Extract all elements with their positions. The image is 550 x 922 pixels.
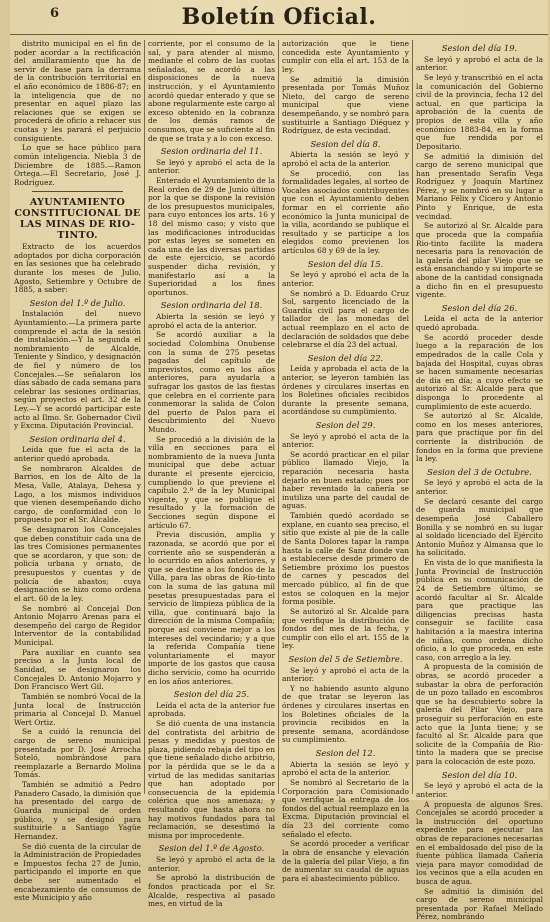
session-heading: Sesion del 5 de Setiembre. (288, 653, 403, 664)
session-heading: Sesion ordinaria del 11. (160, 146, 263, 157)
paragraph: Extracto de los acuerdos adoptados por dicha corporación en las sesiones que ha celebrado durante los meses de Julio, Agosto, Setiembre y Octubre de 1885, a saber: (14, 242, 141, 295)
session-heading: Sesion del día 22. (307, 352, 384, 363)
paragraph: Se leyó y aprobó el acta de la anterior. (416, 54, 543, 73)
text-columns (14, 39, 544, 922)
paragraph: distrito municipal en el fin de poder acordar a la rectificación del amillaramiento que ha de servir de base para la derrama de la contribución territorial en el año económico de 1886-87; en la inteligencia que de no presentar en aquel plazo las relaciones que se exigen se procederá de oficio a rehacer sus cuotas y les parará el perjuicio consiguiente. (14, 39, 141, 143)
session-heading: Sesion del día 25. (173, 689, 250, 700)
paragraph: Se a cuidó la renuncia del cargo de sereno municipal presentada por D. José Arrocha Soteló, nombrándose para reemplazarle a Bernardo Molina Tomás. (14, 727, 141, 780)
paragraph: A propuesta de algunos Sres. Concejales se acordó proceder a la instrucción del oportuno expediente para ejecutar las obras de reparaciones necesarias en el embaldosado del piso de la fuente pública llamada Cañería vieja para mayor comodidad de los vecinos que a ella acuden en busca de agua. (416, 799, 543, 886)
paragraph: Se nombró al Secretario de la Corporación para Comisionado que verifique la entrega de los fondos del actual reemplazo en la Excma. Diputación provincial el día 23 del corriente como señalado el efecto. (282, 778, 409, 839)
paragraph: Se procedió a la división de la villa en secciones para el nombramiento de la nueva Junta municipal que debe actuar durante el presente ejercicio, cumpliendo lo que previene el capítulo 2.º de la ley Municipal vigente, y que se publique el resultado y la formación de Secciones según dispone el artículo 67. (148, 434, 275, 530)
session-heading: Sesion del día 26. (441, 302, 518, 313)
column-4 (416, 40, 543, 922)
paragraph: Se admitió la dimisión presentada por Tomás Muñoz Nieto, del cargo de sereno municipal que viene desempeñando, y se nombró para sustituirle a Santiago Diéguez y Rodríguez, de esta vecindad. (282, 74, 409, 136)
paragraph: Se nombraron Alcaldes de Barrios, en los de Alto de la Mesa, Valle, Atalaya, Dehesa y Lago, a los mismos individuos que vienen desempeñando dicho cargo, de conformidad con lo propuesto por el Sr. Alcalde. (14, 463, 141, 525)
newspaper-page (10, 0, 548, 922)
paragraph: Se leyó y transcribió en el acta la comunicación del Gobierno civil de la provincia, fecha 12 del actual, en que participa la aprobación de la cuenta de propios de esta villa y año económico 1883-84, en la forma que fue rendida por el Depositario. (416, 72, 543, 151)
paragraph: Para auxiliar en cuanto sea preciso a la Junta local de Sanidad, se designaron los Concejales D. Antonio Mojarro y Don Francisco Wert Gil. (14, 647, 141, 692)
paragraph: En vista de lo que manifiesta la Junta Provincial de Instrucción pública en su comunicación de 24 de Setiembre último, se acordó facultar al Sr. Alcalde para que practique las diligencias precisas hasta conseguir se facilite casa habitación a la maestra interina de niñas, como ordena dicho oficio, a lo que proceda, en este caso, con arreglo a la ley. (416, 558, 543, 662)
paragraph: Se leyó y aprobó el acta de la anterior. (148, 157, 275, 176)
paragraph: Se acordó proceder a verificar la obra de ensanche y elevación de la galería del pilar Viejo, a fin de aumentar su caudal de aguas para el abastecimiento público. (282, 839, 409, 883)
session-heading: Sesion del día 15. (307, 258, 384, 269)
paragraph: Se leyó y aprobó el acta de la anterior. (282, 665, 409, 684)
paragraph: Leída el acta de la anterior fue aprobada. (148, 700, 275, 719)
paragraph: Se leyó y aprobó el acta de la anterior. (148, 854, 275, 873)
paragraph: Previa discusión, amplia y razonada, se acordó que por el corriente año se suspenderán a lo ocurrido en años anteriores, y que se destine a los fondos de la Villa, para las obras de Río-tinto con la suma de las gatuna mil pesetas presupuestadas para el servicio de limpieza pública de la villa, que continuará bajo la dirección de la misma Compañía; porque así conviene mejor a los intereses del vecindario; y a que la referida Compañía tiene voluntariamente el mayor importe de los gastos que causa dicho servicio, como ha ocurrido en los años anteriores. (148, 530, 275, 686)
paragraph: Se leyó y aprobó el acta de la anterior. (282, 270, 409, 288)
paragraph: Se admitió la dimisión del cargo de sereno municipal que han presentado Serafín Vega Rodríguez y Joaquín Martínez Pérez, y se nombró en su lugar a Mariano Félix y Cicero y Antonio Pinto y Enrique, de esta vecindad. (416, 151, 543, 221)
session-heading: Sesion del día 8. (310, 138, 381, 149)
column-2 (148, 39, 275, 909)
session-heading: Sesion del 12. (315, 748, 376, 759)
paragraph: Se acordó proceder desde luego a la reparación de los empedrados de la calle Cola y bajada del Hospital, cuyas obras se hacen sumamente necesarias de día en día; a cuyo efecto se autorizó al Sr. Alcalde para que disponga lo procedente al cumplimiento de este acuerdo. (416, 332, 543, 411)
paragraph: Enterado el Ayuntamiento de la Real orden de 29 de Junio último por la que se dispone la revisión de los presupuestos municipales, para cuyo entonces los arts. 16 y 18 del mismo caso; y visto que las modificaciones introducidas por estas leyes se someten en cada una de las diversas partidas de este ejercicio, se acordó suspender dicha revisión, y manifestarlo así a la Superioridad a los fines oportunos. (148, 176, 275, 297)
column-1 (14, 39, 141, 903)
paragraph: Abierta la sesión se leyó y aprobó el acta de la anterior. (282, 759, 409, 778)
column-3 (282, 39, 409, 883)
paragraph: Se dió cuenta de una instancia del contratista del arbitrio de pesas y medidas y puestos de plaza, pidiendo rebaja del tipo en que tiene señalado dicho arbitrio, por la pérdida que se le da a virtud de las medidas sanitarias que han adoptado por consecuencia de la epidemia colérica que nos amenaza; y resultando que hasta ahora no hay motivos fundados para tal reclamación, se desestimó la misma por improcedente. (148, 719, 275, 840)
paragraph: Se leyó y aprobó el acta de la anterior. (416, 478, 543, 497)
paragraph: Abierta la sesión se leyó y aprobó el acta de la anterior. (148, 312, 275, 330)
paragraph: autorización que le tiene concedida este Ayuntamiento y cumplir con ella el art. 153 de la ley. (282, 39, 409, 74)
paragraph: Se leyó y aprobó el acta de la anterior. (282, 431, 409, 450)
paragraph: Lo que se hace público para común inteligencia. Niebla 3 de Diciembre de 1885.—Ramon Ortega.—El Secretario, José J. Rodriguez. (14, 143, 141, 187)
paragraph: Leída el acta de la anterior quedó aprobada. (416, 314, 543, 332)
session-heading: Sesion del 1.º de Julio. (29, 297, 126, 308)
column-divider (278, 40, 279, 794)
paragraph: También se admitió a Pedro Panadero Casado, la dimisión que ha presentado del cargo de Guarda municipal de orden público, y se designó para sustituirle a Santiago Yagüe Hernandez. (14, 780, 141, 841)
session-heading: Sesion del día 10. (441, 769, 518, 780)
paragraph: Se nombró al Concejal Don Antonio Mojarro Arenas para el desempeño del cargo de Regidor Interventor de la contabilidad Municipal. (14, 603, 141, 647)
session-heading: Sesion del día 19. (441, 43, 518, 53)
paragraph: Se procedió, con las formalidades legales, al sorteo de Vocales asociados contribuyentes que con el Ayuntamiento deben formar en el corriente año económico la Junta municipal de la villa, acordando se publique el resultado y se participe a los elegidos como previenen los artículos 68 y 69 de la ley. (282, 168, 409, 256)
paragraph: Se autorizó al Sr. Alcalde para que proceda que la compañía Rio-tinto facilite la madera necesaria para la renovación de la galería del pilar Viejo que se está ensanchando y su importe se abone de la cantidad consignada a dicho fin en el presupuesto vigente. (416, 221, 543, 300)
paragraph: Se declaró cesante del cargo de guarda municipal que desempeña José Caballero Bonilla y se nombró en su lugar al soldado licenciado del Ejército Antonio Muñoz y Almansa que lo ha solicitado. (416, 496, 543, 558)
section-heading: AYUNTAMIENTO CONSTITUCIONAL DE LAS MINAS DE RIO-TINTO. (14, 197, 141, 242)
paragraph: También quedó acordado se explane, en cuanto sea preciso, el sitio que existe al pie de la calle de Santa Dolores tapar la rampa hasta la calle de Sanz donde van a establecerse desde primero de Setiembre próximo los puestos de carnes y pescados del mercado público, al fin de que estos se coloquen en la mejor forma posible. (282, 511, 409, 607)
paragraph: Se dió cuenta de la circular de la Administración de Propiedades e Impuestos fecha 27 de Junio, participando el importe en que debe ser aumentado el encabezamiento de consumos de este Municipio y año (14, 841, 141, 903)
paragraph: Y no habiendo asunto alguno de que tratar se leyeron las órdenes y circulares insertas en los Boletines oficiales de la provincia recibidos en la presente semana, acordándose su cumplimiento. (282, 683, 409, 745)
session-heading: Sesion del 1.º de Agosto. (158, 843, 265, 854)
paragraph: Se autorizó al Sr. Alcalde para que verifique la distribución de fondos del mes de la fecha, y cumplir con ello el art. 155 de la ley. (282, 606, 409, 651)
paragraph: Leída y aprobada el acta de la anterior, se leyeron también las órdenes y circulares insertas en los Boletines oficiales recibidos durante la presente semana, acordándose su cumplimiento. (282, 364, 409, 417)
paragraph: Se acordó practicar en el pilar público llamado Viejo, la reparación necesaria hasta dejarlo en buen estado; pues por haber reventado la cañería se inutiliza una parte del caudal de aguas. (282, 449, 409, 511)
paragraph: Instalación del nuevo Ayuntamiento.—La primera parte comprende el acta de la sesión de instalación.—Y la segunda el nombramiento de Alcalde, Teniente y Síndico, y designación de fiel y número de los Concejales.—Se señalaron los días sábado de cada semana para celebrar las sesiones ordinarias, según proyectos el art. 32 de la Ley.—Y se acordó participar este acto al Ilmo. Sr. Gobernador Civil y Excma. Diputación Provincial. (14, 309, 141, 431)
paragraph: Se designaron los Concejales que deben constituir cada una de las tres Comisiones permanentes que se acordaron, y que son: de policía urbana y ornato, de presupuestos y cuentas y de policía de abastos; cuya designación se hizo como ordena el art. 60 de la ley. (14, 525, 141, 603)
paragraph: Leída que fue el acta de la anterior quedó aprobada. (14, 445, 141, 463)
newspaper-title: Boletín Oficial. (181, 4, 377, 30)
masthead (10, 0, 548, 35)
session-heading: Sesion ordinaria del 4. (29, 433, 126, 444)
session-heading: Sesion del 29. (315, 419, 376, 430)
paragraph: corriente, por el consumo de la sal, y para atender al mismo, mediante el cobro de las cuotas señaladas, se acordó a las disposiciones de la nueva instrucción, y el Ayuntamiento acordó quedar enterado y que se abone regularmente este cargo al exceso obtenido en la cobranza de los demás ramos de consumos, que se suficiente al fin de que se trata y a lo con exceso. (148, 39, 275, 143)
paragraph: Se leyó y aprobó el acta de la anterior. (416, 781, 543, 799)
session-heading: Sesion del 3 de Octubre. (427, 466, 532, 477)
column-divider (144, 40, 145, 794)
paragraph: También se nombró Vocal de la Junta local de Instrucción primaria al Concejal D. Manuel Wert Ortiz. (14, 691, 141, 727)
paragraph: Se autorizó al Sr. Alcalde, como en los meses anteriores, para que practique por fin del corriente la distribución de fondos en la forma que previene la ley. (416, 411, 543, 464)
session-heading: Sesion ordinaria del 18. (160, 300, 263, 311)
paragraph: Se aprobó la distribución de fondos practicada por el Sr. Alcalde, respectiva al pasado mes, en virtud de la (148, 873, 275, 909)
paragraph: Se acordó auxiliar a la sociedad Colombina Onubense con la suma de 275 pesetas pagadas del capítulo de imprevistos, como en los años anteriores, para ayudarla a sufragar los gastos de las fiestas que celebra en el corriente para conmemorar la salida de Colon del puerto de Palos para el descubrimiento del Nuevo Mundo. (148, 330, 275, 434)
column-divider (412, 40, 413, 794)
paragraph: Se admitió la dimisión del cargo de sereno municipal presentada por Rafael Mellado Pérez, nombrándo (416, 886, 543, 922)
paragraph: A propuesta de la comisión de obras, se acordó proceder a subastar la obra de perforación de un pozo tallado en escombros que se ha descubierto sobre la galería del Pilar Viejo, para proseguir su perforación en este acto que la Junta tiene; y se facultó al Sr. Alcalde para que solicite de la Compañía de Rio-tinto la madera que se precise para la colocación de este pozo. (416, 662, 543, 766)
page-number: 6 (50, 6, 60, 21)
paragraph: Se nombró a D. Eduardo Cruz Sol, sargento licenciado de la Guardia civil para el cargo de tallador de las monedas del actual reemplazo en el acto de declaración de soldados que debe celebrarse el día 23 del actual. (282, 288, 409, 350)
section-rule (32, 191, 123, 192)
paragraph: Abierta la sesión se leyó y aprobó el acta de la anterior. (282, 150, 409, 168)
